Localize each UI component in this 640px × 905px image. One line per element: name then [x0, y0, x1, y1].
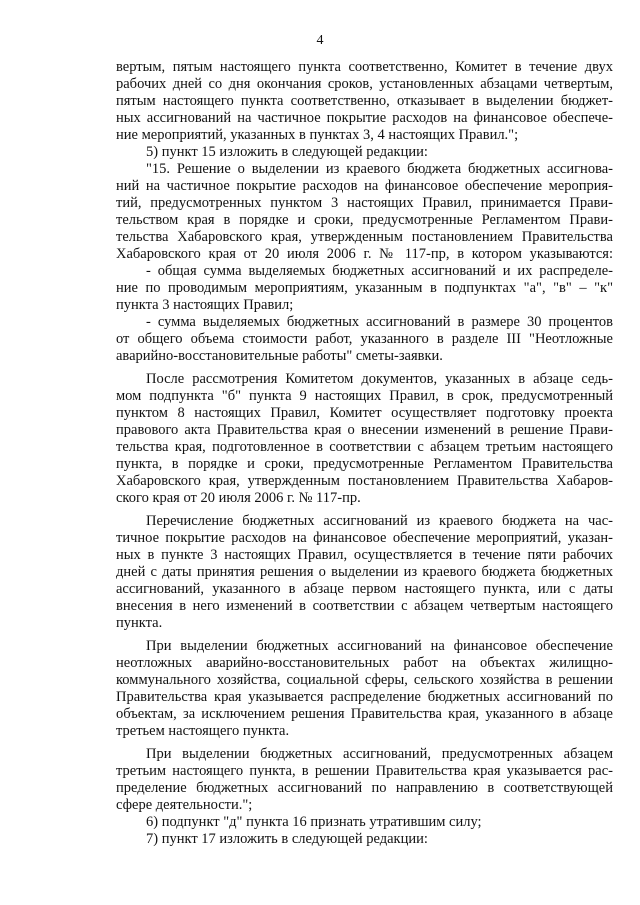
text-line: Правительства края указывается распределение бюджетных ассигнований по	[116, 689, 613, 705]
text-line: внесения в него изменений в соответствии с абзацем четвертым настоящего	[116, 598, 613, 614]
text-line: пункта 3 настоящих Правил;	[116, 297, 294, 313]
text-line: дней с даты принятия решения о выделении из краевого бюджета бюджетных	[116, 564, 613, 580]
text-line: тичное покрытие расходов на финансовое обеспечение мероприятий, указан-	[116, 530, 613, 546]
text-line: Хабаровского края от 20 июля 2006 г. № 117-пр, в котором указываются:	[116, 246, 613, 262]
text-line: пункта, в порядке и сроки, предусмотренные Регламентом Правительства	[116, 456, 613, 472]
page-number: 4	[316, 33, 324, 48]
text-line: сфере деятельности.";	[116, 797, 253, 813]
text-line: После рассмотрения Комитетом документов, указанных в абзаце седь-	[146, 371, 613, 387]
text-line: ского края от 20 июля 2006 г. № 117-пр.	[116, 490, 361, 506]
text-line: пункта.	[116, 615, 163, 631]
text-line: При выделении бюджетных ассигнований на финансовое обеспечение	[146, 638, 613, 654]
text-line: ние мероприятий, указанных в пунктах 3, 4 настоящих Правил.";	[116, 127, 519, 143]
text-line: аварийно-восстановительные работы" сметы-заявки.	[116, 348, 443, 364]
text-line: ние по проводимым мероприятиям, указанным в подпунктах "а", "в" – "к"	[116, 280, 613, 296]
text-line: ассигнований, указанного в абзаце первом настоящего пункта, или с даты	[116, 581, 613, 597]
text-line: Хабаровского края, утвержденным постановлением Правительства Хабаров-	[116, 473, 613, 489]
text-line: - общая сумма выделяемых бюджетных ассигнований и их распределе-	[146, 263, 613, 279]
text-line: тельством края в порядке и сроки, предусмотренные Регламентом Прави-	[116, 212, 613, 228]
text-line: 5) пункт 15 изложить в следующей редакции:	[146, 144, 428, 160]
text-line: тий, предусмотренных пунктом 3 настоящих Правил, принимается Прави-	[116, 195, 613, 211]
text-line: ных в пункте 3 настоящих Правил, осуществляется в течение пяти рабочих	[116, 547, 613, 563]
document-body	[116, 59, 613, 848]
text-line: объектам, за исключением решения Правительства края, указанного в абзаце	[116, 706, 613, 722]
text-line: тельства Хабаровского края, утвержденным постановлением Правительства	[116, 229, 613, 245]
text-line: - сумма выделяемых бюджетных ассигнований в размере 30 процентов	[146, 314, 613, 330]
text-line: "15. Решение о выделении из краевого бюджета бюджетных ассигнова-	[146, 161, 613, 177]
text-line: ний на частичное покрытие расходов на финансовое обеспечение мероприя-	[116, 178, 613, 194]
text-line: рабочих дней со дня окончания сроков, установленных абзацами четвертым,	[116, 76, 613, 92]
text-line: от общего объема стоимости работ, указанного в разделе III "Неотложные	[116, 331, 613, 347]
text-line: тельства края, подготовленное в соответствии с абзацем третьим настоящего	[116, 439, 613, 455]
text-line: 7) пункт 17 изложить в следующей редакции:	[146, 831, 428, 847]
text-line: пределение бюджетных ассигнований по направлению в соответствующей	[116, 780, 613, 796]
text-line: мом подпункта "б" пункта 9 настоящих Правил, в срок, предусмотренный	[116, 388, 613, 404]
text-line: вертым, пятым настоящего пункта соответственно, Комитет в течение двух	[116, 59, 613, 75]
text-line: пунктом 8 настоящих Правил, Комитет осуществляет подготовку проекта	[116, 405, 613, 421]
text-line: третьем настоящего пункта.	[116, 723, 290, 739]
text-line: При выделении бюджетных ассигнований, предусмотренных абзацем	[146, 746, 613, 762]
text-line: правового акта Правительства края о внесении изменений в решение Прави-	[116, 422, 613, 438]
text-line: ных ассигнований на частичное покрытие расходов на финансовое обеспече-	[116, 110, 613, 126]
text-line: 6) подпункт "д" пункта 16 признать утратившим силу;	[146, 814, 482, 830]
text-line: коммунального хозяйства, социальной сферы, сельского хозяйства в решении	[116, 672, 613, 688]
text-line: Перечисление бюджетных ассигнований из краевого бюджета на час-	[146, 513, 613, 529]
text-line: пятым настоящего пункта соответственно, отказывает в выделении бюджет-	[116, 93, 613, 109]
text-line: третьим настоящего пункта, в решении Правительства края указывается рас-	[116, 763, 613, 779]
text-line: неотложных аварийно-восстановительных работ на объектах жилищно-	[116, 655, 613, 671]
